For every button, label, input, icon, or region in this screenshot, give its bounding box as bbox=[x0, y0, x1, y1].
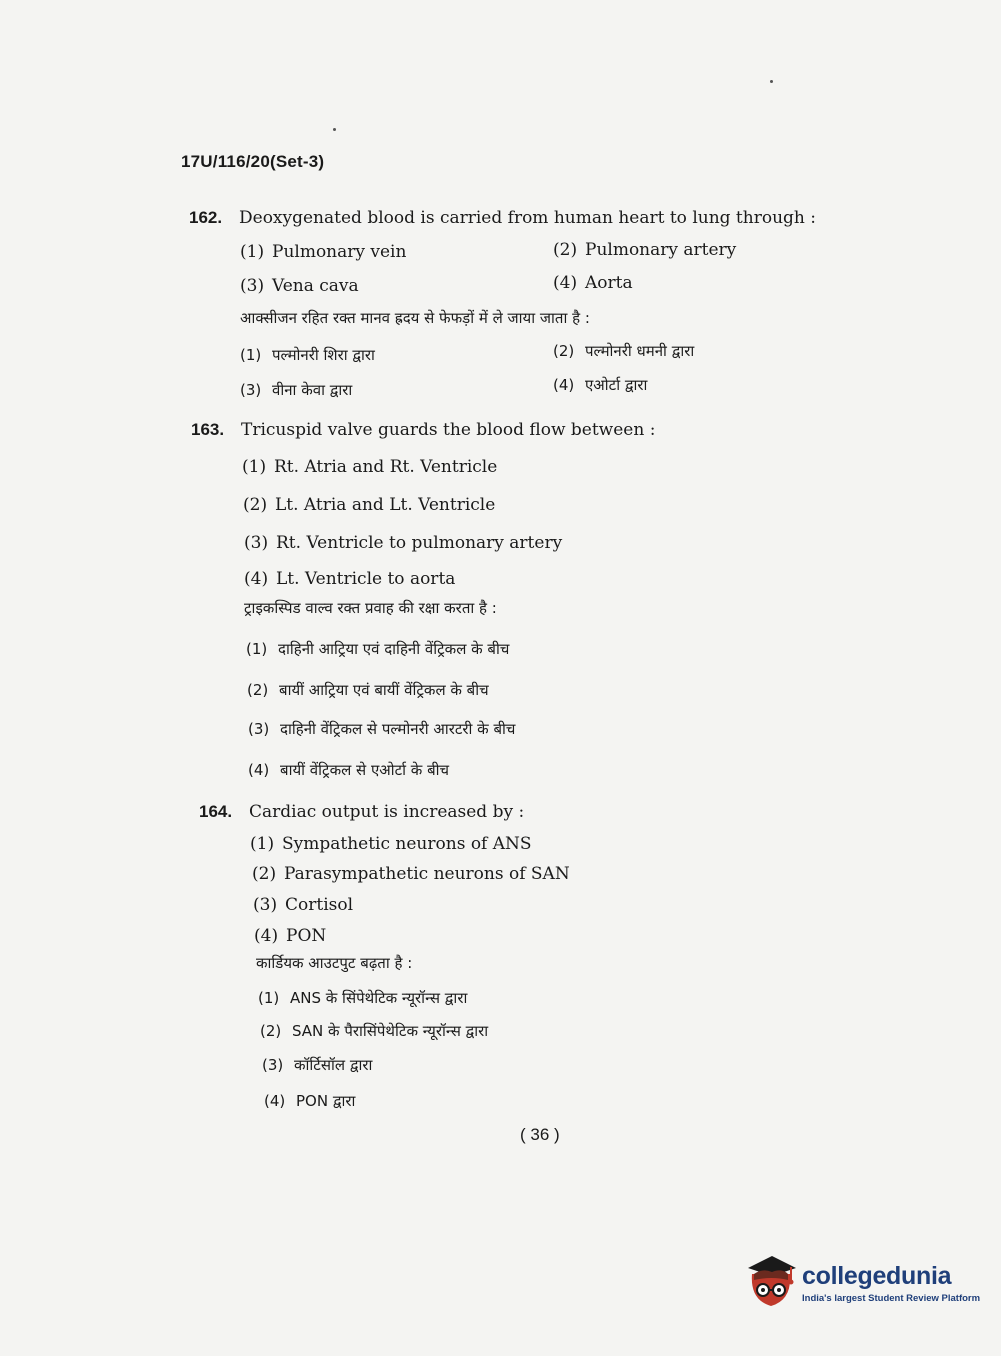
option-2: (2) Lt. Atria and Lt. Ventricle bbox=[243, 495, 496, 515]
logo-tagline: India's largest Student Review Platform bbox=[802, 1293, 981, 1304]
paper-code: 17U/116/20(Set-3) bbox=[181, 152, 325, 171]
option-4: (4) PON bbox=[254, 926, 327, 946]
option-1: (1) Pulmonary vein bbox=[240, 242, 407, 262]
option-3: (3) Cortisol bbox=[253, 895, 354, 915]
mascot-icon bbox=[742, 1252, 800, 1310]
hindi-option-3: (3) दाहिनी वेंट्रिकल से पल्मोनरी आरटरी के बीच bbox=[248, 720, 516, 738]
option-4: (4) Aorta bbox=[553, 273, 633, 293]
option-1: (1) Sympathetic neurons of ANS bbox=[250, 834, 532, 854]
scan-speck bbox=[770, 80, 773, 83]
hindi-option-1: (1) दाहिनी आट्रिया एवं दाहिनी वेंट्रिकल के बीच bbox=[246, 640, 510, 658]
option-3: (3) Vena cava bbox=[240, 276, 359, 296]
question-text: Cardiac output is increased by : bbox=[249, 802, 525, 822]
question-162 bbox=[189, 208, 816, 228]
option-3: (3) Rt. Ventricle to pulmonary artery bbox=[244, 533, 563, 553]
question-number: 164. bbox=[199, 802, 233, 821]
question-164 bbox=[199, 802, 524, 822]
hindi-option-2: (2) बायीं आट्रिया एवं बायीं वेंट्रिकल के बीच bbox=[247, 681, 489, 699]
option-1: (1) Rt. Atria and Rt. Ventricle bbox=[242, 457, 498, 477]
option-4: (4) Lt. Ventricle to aorta bbox=[244, 569, 456, 589]
hindi-option-4: (4) PON द्वारा bbox=[264, 1092, 356, 1110]
hindi-option-4: (4) बायीं वेंट्रिकल से एओर्टा के बीच bbox=[248, 761, 450, 779]
option-2: (2) Pulmonary artery bbox=[553, 240, 737, 260]
question-text-hindi: आक्सीजन रहित रक्त मानव ह्रदय से फेफड़ों में ले जाया जाता है : bbox=[240, 309, 590, 327]
hindi-option-1: (1) पल्मोनरी शिरा द्वारा bbox=[240, 346, 375, 364]
question-163 bbox=[191, 420, 655, 440]
hindi-option-4: (4) एओर्टा द्वारा bbox=[553, 376, 648, 394]
question-text: Tricuspid valve guards the blood flow between : bbox=[241, 420, 656, 440]
hindi-option-2: (2) SAN के पैरासिंपेथेटिक न्यूरॉन्स द्वारा bbox=[260, 1022, 489, 1040]
question-text: Deoxygenated blood is carried from human heart to lung through : bbox=[239, 208, 816, 228]
hindi-option-3: (3) वीना केवा द्वारा bbox=[240, 381, 353, 399]
question-number: 163. bbox=[191, 420, 225, 439]
question-text-hindi: ट्राइकस्पिड वाल्व रक्त प्रवाह की रक्षा करता है : bbox=[244, 599, 497, 617]
hindi-option-3: (3) कॉर्टिसॉल द्वारा bbox=[262, 1056, 373, 1074]
option-2: (2) Parasympathetic neurons of SAN bbox=[252, 864, 570, 884]
hindi-option-1: (1) ANS के सिंपेथेटिक न्यूरॉन्स द्वारा bbox=[258, 989, 468, 1007]
question-text-hindi: कार्डियक आउटपुट बढ़ता है : bbox=[256, 954, 413, 972]
collegedunia-logo bbox=[742, 1252, 981, 1312]
hindi-option-2: (2) पल्मोनरी धमनी द्वारा bbox=[553, 342, 695, 360]
logo-wordmark: collegedunia bbox=[802, 1262, 952, 1290]
page-number: ( 36 ) bbox=[520, 1125, 560, 1144]
question-number: 162. bbox=[189, 208, 223, 227]
scan-speck bbox=[333, 128, 336, 131]
